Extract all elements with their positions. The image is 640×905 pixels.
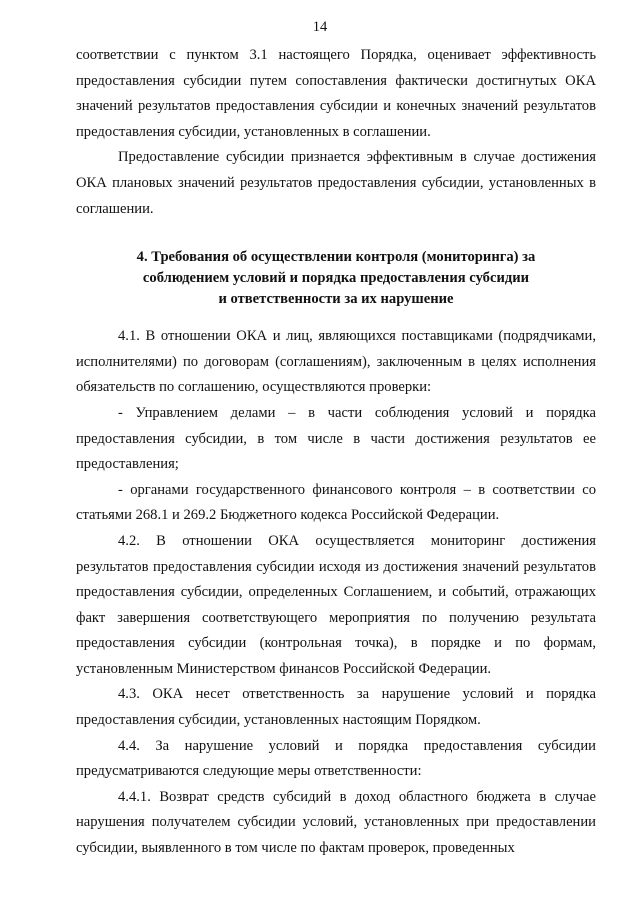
section-heading-line: 4. Требования об осуществлении контроля (мониторинга) за: [136, 249, 536, 266]
paragraph-4-1: 4.1. В отношении ОКА и лиц, являющихся поставщиками (подрядчиками, исполнителями) по договорам (соглашениям), заключенным в целях исполнения обязательств по соглашению, осуществляются проверки:: [76, 328, 596, 396]
page-number: 14: [312, 19, 328, 35]
paragraph-continuation: соответствии с пунктом 3.1 настоящего Порядка, оценивает эффективность предоставления субсидии путем сопоставления фактически достигнутых ОКА значений результатов предоставления субсидии и конечных значений результатов предоставления субсидии, установленных в соглашении.: [76, 47, 596, 140]
list-item-financial-control: - органами государственного финансового контроля – в соответствии со статьями 268.1 и 269.2 Бюджетного кодекса Российской Федерации.: [76, 481, 596, 524]
section-heading-line: соблюдением условий и порядка предоставления субсидии: [142, 270, 530, 287]
document-body: [76, 43, 596, 862]
paragraph-4-4-1: 4.4.1. Возврат средств субсидий в доход областного бюджета в случае нарушения получателем субсидии условий, установленных при предоставлении субсидии, выявленного в том числе по фактам проверок, проведенных: [76, 788, 596, 857]
paragraph-4-3: 4.3. ОКА несет ответственность за нарушение условий и порядка предоставления субсидии, установленных настоящим Порядком.: [76, 686, 596, 729]
paragraph-4-2: 4.2. В отношении ОКА осуществляется мониторинг достижения результатов предоставления субсидии исходя из достижения значений результатов предоставления субсидии, определенных Соглашением, и событий, отражающих факт завершения соответствующего мероприятия по получению результата предоставления субсидии (контрольная точка), в порядке и по формам, установленным Министерством финансов Российской Федерации.: [76, 532, 596, 677]
section-heading: [76, 247, 596, 310]
list-item-management-office: - Управлением делами – в части соблюдения условий и порядка предоставления субсидии, в том числе в части достижения результатов ее предоставления;: [76, 404, 596, 473]
paragraph-effectiveness: Предоставление субсидии признается эффективным в случае достижения ОКА плановых значений результатов предоставления субсидии, установленных в соглашении.: [76, 149, 596, 217]
section-heading-line: и ответственности за их нарушение: [218, 291, 454, 308]
paragraph-4-4: 4.4. За нарушение условий и порядка предоставления субсидии предусматриваются следующие меры ответственности:: [76, 737, 596, 780]
